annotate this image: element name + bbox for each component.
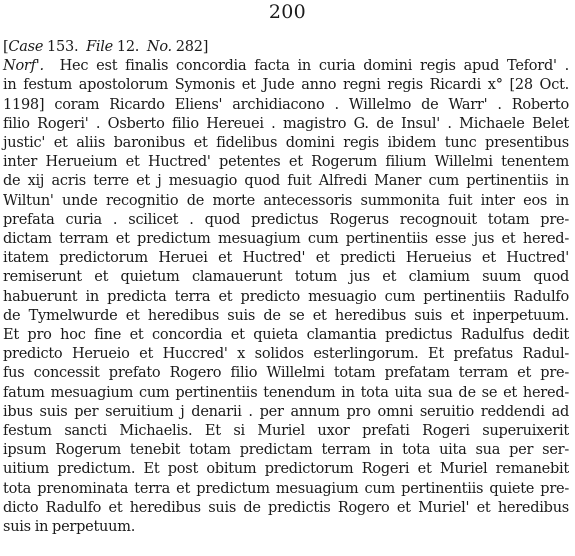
text-line: remiserunt et quietum clamauerunt totum jus et clamium suum quod [3,269,569,286]
text-line: fus concessit prefato Rogero filio Willelmi totam prefatam terram et pre- [3,365,569,382]
text-line: suis in perpetuum. [3,519,136,536]
text-line: tota prenominata terra et predictum mesuagium cum pertinentiis quiete pre- [3,480,569,497]
case-reference [3,38,569,57]
text-line-content: Hec est finalis concordia facta in curia domini regis apud Teford' . [59,58,570,75]
text-line: justic' et aliis baronibus et fidelibus domini regis ibidem tunc presentibus [3,135,569,152]
text-line: ibus suis per seruitium j denarii . per annum pro omni seruitio reddendi ad [3,403,569,420]
text-line: 1198] coram Ricardo Eliens' archidiacono . Willelmo de Warr' . Roberto [3,96,569,113]
text-line: de Tymelwurde et heredibus suis de se et heredibus suis et inperpetuum. [3,307,569,324]
text-line: festum sancti Michaelis. Et si Muriel uxor prefati Rogeri superuixerit [3,423,569,440]
text-line: de xij acris terre et j mesuagio quod fuit Alfredi Maner cum pertinentiis in [3,173,569,190]
no-value: 282] [175,39,209,55]
no-label: No. [146,39,172,55]
text-line: Et pro hoc fine et concordia et quieta clamantia predictus Radulfus dedit [3,327,569,344]
file-number: 12. [116,39,140,55]
text-line: dictam terram et predictum mesuagium cum pertinentiis esse jus et hered- [3,231,569,248]
document-body [3,38,569,537]
text-line: ipsum Rogerum tenebit totam predictam terram in tota uita sua per ser- [3,442,569,459]
case-number: 153. [47,39,79,55]
text-line: Wiltun' unde recognitio de morte antecessoris summonita fuit inter eos in [3,192,569,209]
text-line: predicto Herueio et Huccred' x solidos esterlingorum. Et prefatus Radul- [3,346,569,363]
text-line: uitium predictum. Et post obitum predictorum Rogeri et Muriel remanebit [3,461,569,478]
case-label: Case [8,39,44,55]
text-line: prefata curia . scilicet . quod predictus Rogerus recognouit totam pre- [3,211,569,228]
text-line: itatem predictorum Heruei et Huctred' et predicti Herueius et Huctred' [3,250,569,267]
text-line: dicto Radulfo et heredibus suis de predictis Rogero et Muriel' et heredibus [3,499,569,516]
text-line: inter Herueium et Huctred' petentes et Rogerum filium Willelmi tenentem [3,154,569,171]
ref-open-bracket: [ [3,39,9,55]
text-line: fatum mesuagium cum pertinentiis tenendum in tota uita sua de se et hered- [3,384,569,401]
file-label: File [86,39,113,55]
text-line: filio Rogeri' . Osberto filio Hereuei . magistro G. de Insul' . Michaele Belet [3,115,569,132]
page-number: 200 [268,1,307,23]
text-line: in festum apostolorum Symonis et Jude anno regni regis Ricardi x° [28 Oct. [3,77,569,94]
county-label: Norf'. [3,58,44,75]
text-line: habuerunt in predicta terra et predicto mesuagio cum pertinentiis Radulfo [3,288,569,305]
text-line [3,57,569,76]
